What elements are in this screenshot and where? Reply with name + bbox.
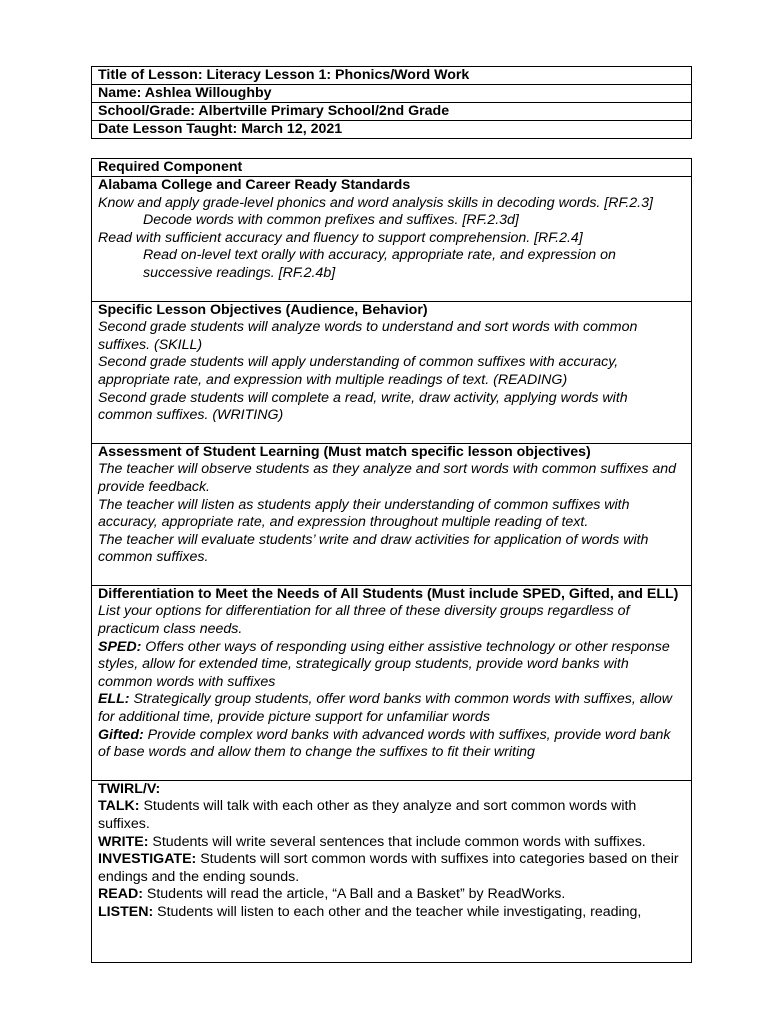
objectives-section bbox=[92, 301, 692, 443]
talk-text: Students will talk with each other as they analyze and sort common words with suffixes. bbox=[98, 798, 637, 832]
standards-title: Alabama College and Career Ready Standards bbox=[98, 177, 411, 193]
objective-line: Second grade students will apply understanding of common suffixes with accuracy, appropriate rate, and expression with multiple readings of text. (READING) bbox=[98, 354, 619, 388]
read-text: Students will read the article, “A Ball and a Basket” by ReadWorks. bbox=[142, 886, 566, 903]
standard-line: Know and apply grade-level phonics and word analysis skills in decoding words. [RF.2.3] bbox=[98, 194, 653, 211]
assessment-line: The teacher will evaluate students’ write and draw activities for application of words with common suffixes. bbox=[98, 531, 649, 566]
write-label: WRITE: bbox=[98, 833, 149, 850]
assessment-line: The teacher will listen as students apply their understanding of common suffixes with accuracy, appropriate rate, and expression throughout multiple reading of text. bbox=[98, 496, 630, 531]
objective-line: Second grade students will analyze words to understand and sort words with common suffixes. (SKILL) bbox=[98, 319, 638, 353]
read-label: READ: bbox=[98, 886, 143, 903]
write-text: Students will write several sentences that include common words with suffixes. bbox=[148, 833, 646, 850]
school-grade: School/Grade: Albertville Primary School/2nd Grade bbox=[92, 103, 692, 121]
standard-line: Read with sufficient accuracy and fluency to support comprehension. [RF.2.4] bbox=[98, 229, 583, 246]
talk-label: TALK: bbox=[98, 798, 140, 815]
gifted-label: Gifted: bbox=[98, 726, 144, 743]
assessment-section bbox=[92, 443, 692, 585]
ell-line bbox=[98, 691, 685, 726]
sped-text: Offers other ways of responding using either assistive technology or other response styles, allow for extended time, strategically group students, provide word banks with common words with suffixes bbox=[98, 638, 670, 690]
objective-line: Second grade students will complete a read, write, draw activity, applying words with common suffixes. (WRITING) bbox=[98, 389, 628, 424]
twirl-section bbox=[92, 780, 692, 962]
assessment-line: The teacher will observe students as they analyze and sort words with common suffixes and provide feedback. bbox=[98, 461, 677, 495]
ell-text: Strategically group students, offer word banks with common words with suffixes, allow for additional time, provide picture support for unfamiliar words bbox=[98, 691, 673, 726]
listen-label: LISTEN: bbox=[98, 903, 154, 920]
investigate-label: INVESTIGATE: bbox=[98, 851, 197, 868]
objectives-title: Specific Lesson Objectives (Audience, Behavior) bbox=[98, 301, 428, 318]
table-header: Required Component bbox=[92, 159, 692, 177]
investigate-text: Students will sort common words with suffixes into categories based on their endings and the ending sounds. bbox=[98, 851, 679, 885]
sped-line bbox=[98, 639, 685, 692]
gifted-line bbox=[98, 727, 685, 762]
lesson-header-table bbox=[91, 66, 692, 139]
standard-line: Read on-level text orally with accuracy, appropriate rate, and expression on successive readings. [RF.2.4b] bbox=[143, 247, 616, 281]
differentiation-intro: List your options for differentiation for all three of these diversity groups regardless of practicum class needs. bbox=[98, 603, 630, 638]
lesson-title: Title of Lesson: Literacy Lesson 1: Phonics/Word Work bbox=[92, 67, 692, 85]
investigate-line bbox=[98, 851, 685, 886]
write-line bbox=[98, 834, 685, 852]
ell-label: ELL: bbox=[98, 691, 130, 708]
date-taught: Date Lesson Taught: March 12, 2021 bbox=[92, 121, 692, 139]
listen-line bbox=[98, 904, 685, 922]
twirl-title: TWIRL/V: bbox=[98, 780, 161, 797]
gifted-text: Provide complex word banks with advanced words with suffixes, provide word bank of base words and allow them to change the suffixes to fit their writing bbox=[98, 726, 671, 761]
standard-line: Decode words with common prefixes and suffixes. [RF.2.3d] bbox=[143, 212, 519, 229]
listen-text: Students will listen to each other and the teacher while investigating, reading, bbox=[153, 903, 642, 920]
read-line bbox=[98, 886, 685, 904]
talk-line bbox=[98, 798, 685, 833]
sped-label: SPED: bbox=[98, 638, 142, 655]
differentiation-title: Differentiation to Meet the Needs of All Students (Must include SPED, Gifted, and ELL) bbox=[98, 585, 679, 602]
teacher-name: Name: Ashlea Willoughby bbox=[92, 85, 692, 103]
standards-section bbox=[92, 177, 692, 302]
differentiation-section bbox=[92, 585, 692, 780]
lesson-plan-table bbox=[91, 158, 692, 963]
assessment-title: Assessment of Student Learning (Must match specific lesson objectives) bbox=[98, 443, 591, 460]
